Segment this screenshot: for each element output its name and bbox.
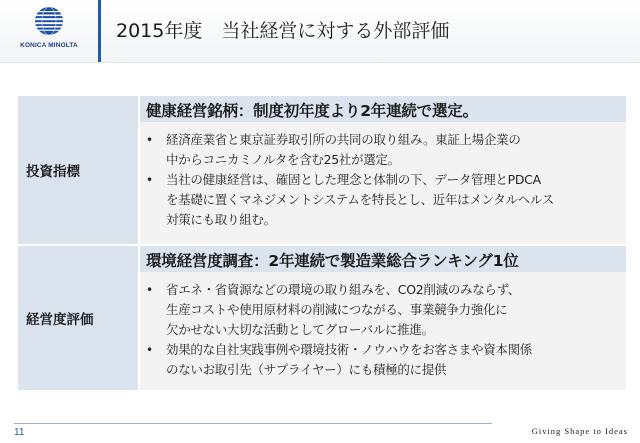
bullet-list bbox=[140, 130, 626, 230]
header-accent-bar bbox=[98, 0, 101, 62]
bullet-item bbox=[140, 340, 626, 380]
evaluation-table bbox=[18, 96, 626, 390]
bullet-line: 対策にも取り組む。 bbox=[166, 212, 276, 227]
slide-header bbox=[0, 0, 640, 63]
bullet-item bbox=[140, 170, 626, 230]
logo-text: KONICA MINOLTA bbox=[20, 42, 78, 49]
bullet-line: 中からコニカミノルタを含む25社が選定。 bbox=[166, 152, 400, 167]
bullet-line: • 効果的な自社実践事例や環境技術・ノウハウをお客さまや資本関係 bbox=[166, 342, 533, 357]
company-logo bbox=[6, 4, 92, 58]
content-cell bbox=[140, 96, 626, 244]
bullet-line: 欠かせない大切な活動としてグローバルに推進。 bbox=[166, 322, 434, 337]
section-heading-bar bbox=[140, 246, 626, 272]
bullet-line: を基礎に置くマネジメントシステムを特長とし、近年はメンタルヘルス bbox=[166, 192, 554, 207]
table-row-investment bbox=[18, 96, 626, 244]
content-cell bbox=[140, 246, 626, 390]
section-heading: 環境経営度調査：2年連続で製造業総合ランキング1位 bbox=[146, 252, 519, 270]
bullet-line: のないお取引先（サプライヤー）にも積極的に提供 bbox=[166, 362, 447, 377]
section-heading-bar bbox=[140, 96, 626, 122]
category-label: 投資指標 bbox=[26, 164, 80, 180]
bullet-list bbox=[140, 280, 626, 380]
footer-divider bbox=[14, 423, 492, 424]
bullet-line: • 省エネ・省資源などの環境の取り組みを、CO2削減のみならず、 bbox=[166, 282, 521, 297]
bullet-line: • 当社の健康経営は、確固とした理念と体制の下、データ管理とPDCA bbox=[166, 172, 541, 187]
table-row-management bbox=[18, 246, 626, 390]
globe-logo-icon bbox=[34, 6, 64, 36]
page-title: 2015年度 当社経営に対する外部評価 bbox=[116, 20, 450, 42]
page-number: 11 bbox=[14, 427, 25, 438]
section-heading: 健康経営銘柄：制度初年度より2年連続で選定。 bbox=[146, 102, 478, 120]
category-cell bbox=[18, 246, 138, 390]
bullet-item bbox=[140, 130, 626, 170]
category-label: 経営度評価 bbox=[26, 312, 94, 328]
footer-slogan: Giving Shape to Ideas bbox=[531, 426, 628, 436]
bullet-line: • 経済産業省と東京証券取引所の共同の取り組み。東証上場企業の bbox=[166, 132, 521, 147]
category-cell bbox=[18, 96, 138, 244]
bullet-item bbox=[140, 280, 626, 340]
bullet-line: 生産コストや使用原材料の削減につながる、事業競争力強化に bbox=[166, 302, 508, 317]
